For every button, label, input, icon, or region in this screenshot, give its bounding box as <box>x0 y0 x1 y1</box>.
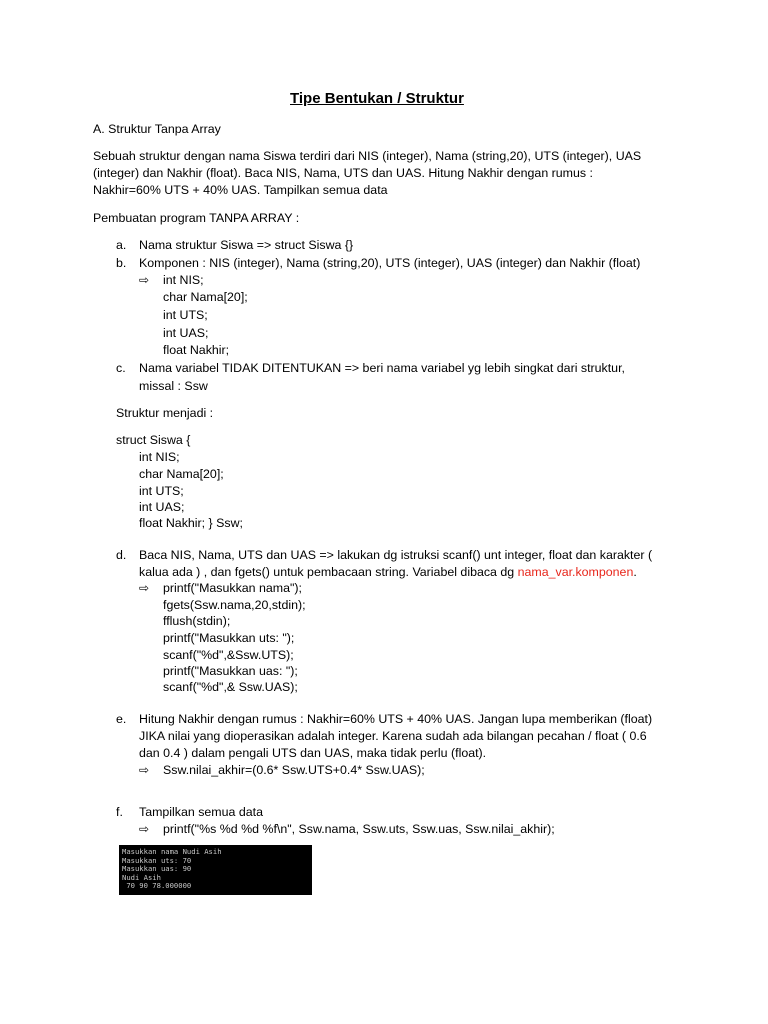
code-line: fgets(Ssw.nama,20,stdin); <box>163 598 306 612</box>
section-heading: A. Struktur Tanpa Array <box>93 122 221 136</box>
code-line: int UAS; <box>163 326 209 340</box>
code-line: printf("Masukkan nama"); <box>163 581 302 595</box>
code-line: int NIS; <box>163 273 204 287</box>
code-line: int NIS; <box>139 450 180 464</box>
code-line: Ssw.nilai_akhir=(0.6* Ssw.UTS+0.4* Ssw.UAS); <box>163 763 425 777</box>
list-item-text: Hitung Nakhir dengan rumus : Nakhir=60% UTS + 40% UAS. Jangan lupa memberikan (float) <box>139 712 653 726</box>
arrow-right-icon: ⇨ <box>139 763 150 777</box>
list-item-text: Nama struktur Siswa => struct Siswa {} <box>139 238 354 252</box>
code-line: float Nakhir; <box>163 343 230 357</box>
highlight-text: nama_var.komponen <box>517 565 634 579</box>
console-line: Nudi Asih <box>122 872 161 882</box>
code-line: int UAS; <box>139 500 185 514</box>
code-line: int UTS; <box>139 484 184 498</box>
code-line: int UTS; <box>163 308 208 322</box>
intro-line: Sebuah struktur dengan nama Siswa terdiri dari NIS (integer), Nama (string,20), UTS (integer), UAS <box>93 149 642 163</box>
code-line: scanf("%d",&Ssw.UTS); <box>163 648 294 662</box>
list-marker: b. <box>116 256 127 270</box>
list-item-text: Tampilkan semua data <box>139 805 263 819</box>
list-item-text: Baca NIS, Nama, UTS dan UAS => lakukan dg istruksi scanf() unt integer, float dan karakter ( <box>139 548 653 562</box>
list-item-text <box>139 564 637 580</box>
code-line: char Nama[20]; <box>139 467 224 481</box>
code-line: printf("Masukkan uts: "); <box>163 631 295 645</box>
list-marker: a. <box>116 238 127 252</box>
code-line: printf("Masukkan uas: "); <box>163 664 298 678</box>
arrow-right-icon: ⇨ <box>139 273 150 287</box>
list-item-text: missal : Ssw <box>139 379 208 393</box>
list-marker: e. <box>116 712 127 726</box>
list-marker: c. <box>116 361 126 375</box>
console-line: Masukkan uts: 70 <box>122 855 192 865</box>
list-item-text: Nama variabel TIDAK DITENTUKAN => beri nama variabel yg lebih singkat dari struktur, <box>139 361 625 375</box>
console-line: 70 90 78.000000 <box>122 881 192 890</box>
console-output <box>119 845 312 895</box>
text-span: kalua ada ) , dan fgets() untuk pembacaan string. Variabel dibaca dg <box>139 565 518 579</box>
code-line: float Nakhir; } Ssw; <box>139 516 243 530</box>
arrow-right-icon: ⇨ <box>139 581 150 595</box>
code-line: char Nama[20]; <box>163 290 248 304</box>
list-marker: f. <box>116 805 123 819</box>
struktur-heading: Struktur menjadi : <box>116 406 214 420</box>
code-line: fflush(stdin); <box>163 614 231 628</box>
intro-line: Nakhir=60% UTS + 40% UAS. Tampilkan semua data <box>93 183 388 197</box>
list-marker: d. <box>116 548 127 562</box>
list-item-text: JIKA nilai yang dioperasikan adalah integer. Karena sudah ada bilangan pecahan / float ( 0.6 <box>139 729 647 743</box>
console-line: Masukkan nama Nudi Asih <box>122 847 222 856</box>
code-line: struct Siswa { <box>116 433 191 447</box>
intro-line: (integer) dan Nakhir (float). Baca NIS, Nama, UTS dan UAS. Hitung Nakhir dengan rumus : <box>93 166 593 180</box>
arrow-right-icon: ⇨ <box>139 822 150 836</box>
list-item-text: Komponen : NIS (integer), Nama (string,20), UTS (integer), UAS (integer) dan Nakhir (float) <box>139 256 641 270</box>
text-span: . <box>633 565 637 579</box>
pembuatan-heading: Pembuatan program TANPA ARRAY : <box>93 211 300 225</box>
page-title: Tipe Bentukan / Struktur <box>290 90 464 107</box>
code-line: scanf("%d",& Ssw.UAS); <box>163 680 298 694</box>
console-line: Masukkan uas: 90 <box>122 864 192 873</box>
code-line: printf("%s %d %d %f\n", Ssw.nama, Ssw.uts, Ssw.uas, Ssw.nilai_akhir); <box>163 822 555 836</box>
list-item-text: dan 0.4 ) dalam pengali UTS dan UAS, maka tidak perlu (float). <box>139 746 487 760</box>
